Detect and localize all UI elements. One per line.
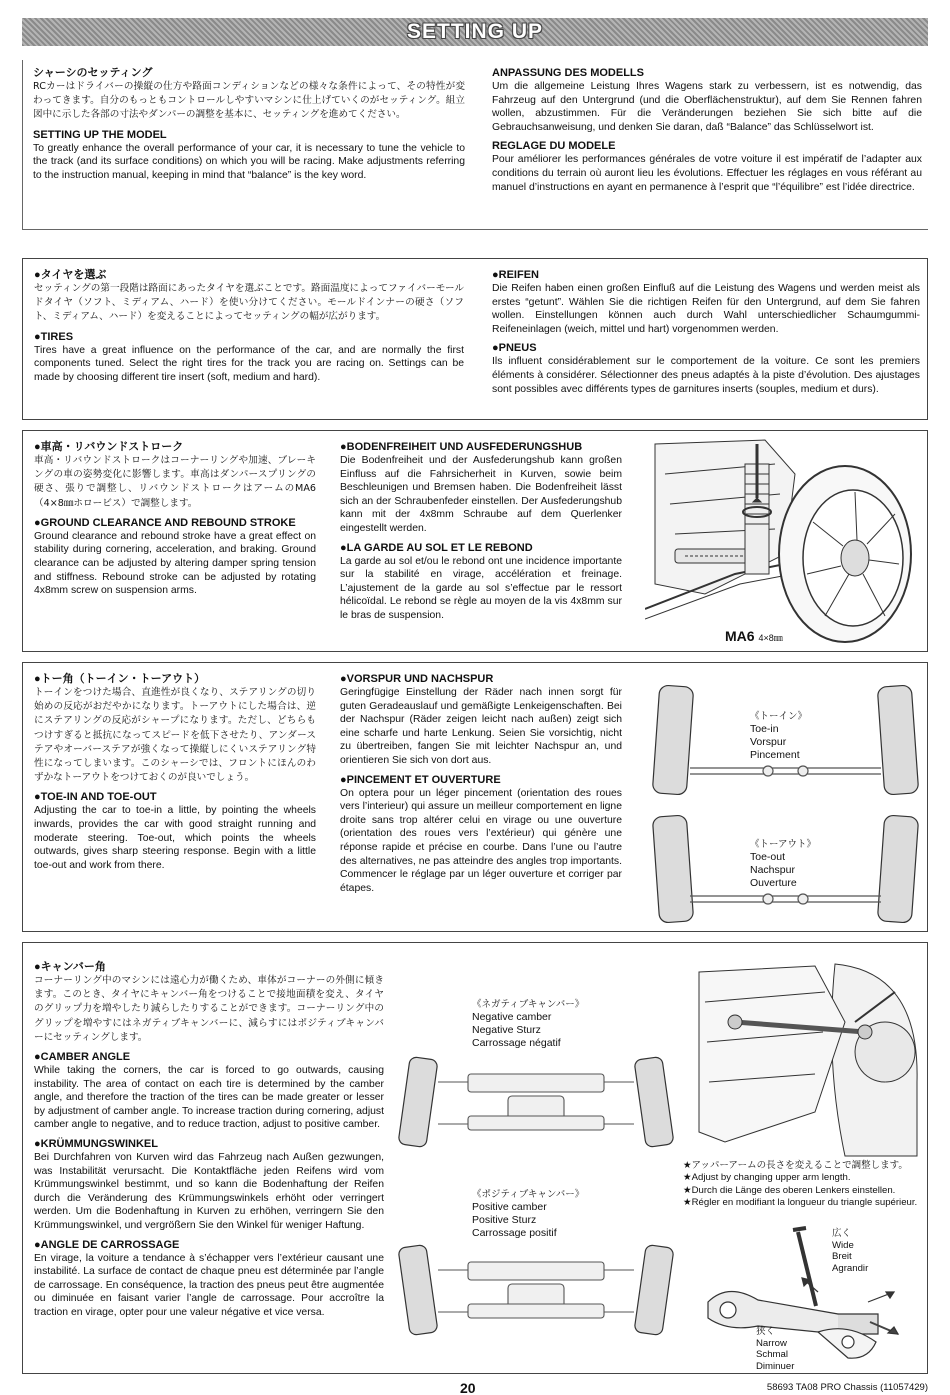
toe-de-body: Geringfügige Einstellung der Räder nach innen sorgt für guten Geradeauslauf und gemäßigte Lenkeigenschaften. Bei der Nachspur (Räder zeigen leicht nach außen) zeigt sich eine scharfe und harte Lenkung. Seien Sie vorsichtig, nicht zu übertreiben, fangen Sie mit leichter Nachspur an, und orientieren Sie sich von dort aus. [340, 687, 622, 766]
toe-out-label-jp: 《トーアウト》 [750, 839, 817, 850]
narrow-label-de: Schmal [756, 1349, 788, 1360]
camber-en-heading: ●CAMBER ANGLE [34, 1051, 131, 1064]
wide-label-fr: Agrandir [832, 1262, 869, 1274]
negative-camber-labels [472, 998, 584, 1050]
toe-jp-body: トーインをつけた場合、直進性が良くなり、ステアリングの切り始めの反応がおだやかになります。トーアウトにした場合は、逆にステアリングの反応がシャープになります。ただし、どちらもつけすぎると抵抗になってスピードを低下させたり、アンダーステアやオーバーステアが強くなって操縦しにくいステアリング特性になってしまいます。このシャーシでは、フロントにほんのわずかなトーアウトをつけておくのが良いでしょう。 [34, 687, 316, 784]
positive-camber-label-fr: Carrossage positif [472, 1227, 557, 1239]
camber-jp-heading: ●キャンバー角 [34, 961, 106, 973]
toe-middle [340, 672, 622, 895]
negative-camber-label-jp: 《ネガティブキャンバー》 [472, 999, 585, 1010]
upper-arm-note-de: ★Durch die Länge des oberen Lenkers einstellen. [683, 1184, 896, 1196]
intro-en-body: To greatly enhance the overall performance of your car, it is necessary to tune the vehicle to the track (and its surface conditions) on which you will be racing. Make adjustments referring to the instruction manual, keeping in mind that “balance” is the key word. [33, 142, 465, 181]
intro-right [492, 66, 922, 194]
ground-en-heading: ●GROUND CLEARANCE AND REBOUND STROKE [34, 516, 296, 529]
toe-out-label-de: Nachspur [750, 864, 795, 876]
intro-jp-body: RCカーはドライバーの操縦の仕方や路面コンディションなどの様々な条件によって、その特性が変わってきます。自分のもっともコントロールしやすいマシンに仕上げていくのがセッティング。組立図中に示した各部の寸法やダンパーの調整を基本に、セッティングを進めてください。 [33, 81, 465, 121]
upper-arm-note-fr: ★Régler en modifiant la longueur du triangle supérieur. [683, 1197, 918, 1209]
intro-fr-heading: REGLAGE DU MODELE [492, 140, 616, 153]
intro-jp-heading: シャーシのセッティング [33, 67, 153, 79]
toe-in-label-en: Toe-in [750, 723, 779, 735]
toe-en-body: Adjusting the car to toe-in a little, by pointing the wheels inwards, provides the car with good straight running and moderate steering. Toe-out, which points the wheels outwards, gives sharp steering response. Begin with a little toe-out and work from there. [34, 805, 316, 871]
toe-in-label-de: Vorspur [750, 736, 787, 748]
ma6-suspension-figure [645, 434, 923, 648]
positive-camber-figure [398, 1240, 674, 1340]
upper-arm-figure [695, 962, 920, 1158]
camber-de-heading: ●KRÜMMUNGSWINKEL [34, 1137, 158, 1150]
tires-de-body: Die Reifen haben einen großen Einfluß auf die Leistung des Wagens und werden meist als erstes “getunt”. Wählen Sie die richtigen Reifen für den Untergrund, auf dem Sie fahren wollen. Einstellungen können auch durch Wahl unterschiedlicher Schaumgummi-Reifeneinlagen (weich, mittel und hart) vorgenommen werden. [492, 283, 920, 335]
page-title-banner [22, 18, 928, 46]
positive-camber-labels [472, 1188, 584, 1240]
tires-fr-body: Ils influent considérablement sur le comportement de la voiture. Ce sont les premiers éléments à considérer. Sélectionner des pneus adaptés à la piste d’évolution. Des ajustages sont possibles avec différents types de garnitures inserts (souples, medium et durs). [492, 356, 920, 395]
ma6-part-code: MA6 [725, 628, 755, 644]
intro-fr-body: Pour améliorer les performances générales de votre voiture il est impératif de l’adapter aux conditions du terrain où auront lieu les évolutions. Effectuer les réglages en vous référant au manuel d’instructions en ayant en permanence à l’esprit que “l’équilibre” est l’idée directrice. [492, 154, 922, 193]
camber-fr-heading: ●ANGLE DE CARROSSAGE [34, 1238, 180, 1251]
wide-labels [832, 1228, 868, 1274]
narrow-label-fr: Diminuer [756, 1360, 795, 1372]
page-number: 20 [460, 1380, 476, 1395]
camber-en-body: While taking the corners, the car is forced to go outwards, causing instability. The area of contact on each tire is determined by the camber angle, and therefore the traction of the tires can be made greater or lesser by adjustment of camber angle. To increase traction during cornering, adjust camber angle to negative, and to reduce traction, adjust to positive camber. [34, 1065, 384, 1131]
upper-arm-note-jp: ★アッパーアームの長さを変えることで調整します。 [683, 1160, 908, 1171]
camber-fr-body: En virage, la voiture a tendance à s’échapper vers l’extérieur causant une instabilité. La surface de contact de chaque pneu est déterminée par l’angle de carrossage. En conséquence, la traction des pneus peut être augmentée ou diminuée en faisant varier l’angle de carrossage. Pour accroître la traction en virage, opter pour une valeur négative et vice versa. [34, 1252, 384, 1318]
wide-label-en: Wide [832, 1239, 854, 1251]
ground-jp-heading: ●車高・リバウンドストローク [34, 441, 184, 453]
negative-camber-label-de: Negative Sturz [472, 1024, 541, 1036]
ground-middle [340, 440, 622, 623]
intro-de-body: Um die allgemeine Leistung Ihres Wagens stark zu verbessern, ist es notwendig, das Fahrzeug auf den Untergrund (und die Oberflächenstruktur), auf dem Sie Rennen fahren wollen, abzustimmen. Für die Veränderungen beziehen Sie sich bitte auf die Gebrauchsanweisung, und denken Sie daran, daß “Balance” das Schlüsselwort ist. [492, 81, 922, 133]
narrow-label-jp: 狭く [756, 1326, 776, 1337]
toe-out-label-fr: Ouverture [750, 877, 797, 889]
wide-label-jp: 広く [832, 1228, 852, 1239]
tires-en-heading: ●TIRES [34, 330, 74, 343]
positive-camber-label-de: Positive Sturz [472, 1214, 537, 1226]
tires-jp-body: セッティングの第一段階は路面にあったタイヤを選ぶことです。路面温度によってファイバーモールドタイヤ（ソフト、ミディアム、ハード）を使い分けてください。モールドインナーの硬さ（ソフト、ミディアム、ハード）を変えることによってセッティングの幅が広がります。 [34, 283, 464, 323]
toe-left [34, 672, 316, 872]
tires-right [492, 268, 920, 396]
ground-de-body: Die Bodenfreiheit und der Ausfederungshub kann großen Einfluss auf die Fahrsicherheit in Kurven, sowie beim Beschleunigen und Bremsen haben. Die Bodenfreiheit lässt sich an der Schraubenfeder einstellen. Der Ausfederungshub kann mit der 4x8mm Schraube auf dem Querlenker eingestellt werden. [340, 455, 622, 534]
negative-camber-label-fr: Carrossage négatif [472, 1037, 561, 1049]
tires-jp-heading: ●タイヤを選ぶ [34, 269, 107, 281]
toe-in-labels [750, 710, 807, 762]
ground-de-heading: ●BODENFREIHEIT UND AUSFEDERUNGSHUB [340, 441, 583, 453]
tires-de-heading: ●REIFEN [492, 269, 539, 281]
ma6-part-label [725, 630, 783, 645]
upper-arm-note-en: ★Adjust by changing upper arm length. [683, 1172, 851, 1184]
upper-arm-note [683, 1160, 923, 1210]
intro-left [33, 66, 465, 182]
negative-camber-figure [398, 1052, 674, 1152]
toe-fr-body: On optera pour un léger pincement (orientation des roues vers l’interieur) qui assure un meilleur comportement en ligne droite sans trop altérer celui en virage ou une ouverture (orientation des roues vers l’extérieur) qui génère une réponse rapide et précise en courbe. Dans l’une ou l’autre des alternatives, ne pas atteindre des angles trop importants. Commencer le réglage par un léger ouverture et corriger par étapes. [340, 787, 622, 894]
page-title: SETTING UP [406, 20, 543, 43]
tires-en-body: Tires have a great influence on the performance of the car, and are normally the first components tuned. Select the right tires for the track you are racing on. Settings can be made by choosing different tire insert (soft, medium and hard). [34, 344, 464, 383]
camber-left [34, 960, 384, 1320]
wide-label-de: Breit [832, 1251, 852, 1262]
positive-camber-label-en: Positive camber [472, 1201, 547, 1213]
toe-de-heading: ●VORSPUR UND NACHSPUR [340, 673, 494, 685]
toe-fr-heading: ●PINCEMENT ET OUVERTURE [340, 773, 501, 786]
ground-fr-body: La garde au sol et/ou le rebond ont une incidence importante sur la stabilité en virage, accélération et freinage. L’ajustement de la garde au sol s’effectue par le ressort hélicoïdal. Le rebond se règle au moyen de la vis 4x8mm sur le bras de suspension. [340, 555, 622, 621]
intro-en-heading: SETTING UP THE MODEL [33, 128, 167, 141]
ground-fr-heading: ●LA GARDE AU SOL ET LE REBOND [340, 541, 533, 554]
toe-in-label-jp: 《トーイン》 [750, 711, 808, 722]
narrow-labels [756, 1326, 794, 1372]
toe-en-heading: ●TOE-IN AND TOE-OUT [34, 791, 157, 804]
tires-fr-heading: ●PNEUS [492, 342, 537, 355]
negative-camber-label-en: Negative camber [472, 1011, 552, 1023]
product-code: 58693 TA08 PRO Chassis (11057429) [766, 1382, 928, 1393]
turnbuckle-wrench-figure [698, 1222, 922, 1370]
toe-out-labels [750, 838, 816, 890]
positive-camber-label-jp: 《ポジティブキャンバー》 [472, 1189, 585, 1200]
ground-jp-body: 車高・リバウンドストロークはコーナーリングや加速、ブレーキングの車の姿勢変化に影響します。車高はダンパースプリングの硬さ、張りで調整し、リバウンドストロークはアームのMA6（4×8㎜ホロービス）で調整します。 [34, 455, 316, 509]
ground-left [34, 440, 316, 598]
narrow-label-en: Narrow [756, 1337, 787, 1349]
intro-de-heading: ANPASSUNG DES MODELLS [492, 67, 644, 79]
toe-jp-heading: ●トー角（トーイン・トーアウト） [34, 673, 206, 685]
toe-in-label-fr: Pincement [750, 749, 800, 761]
ma6-part-size: 4×8㎜ [758, 633, 783, 643]
camber-de-body: Bei Durchfahren von Kurven wird das Fahrzeug nach Außen gezwungen, was Instabilität verursacht. Die Kontaktfläche jeden Reifens wird vom Krümmungswinkel bestimmt, und so kann die Bodenhaftung der Reifen durch die Veränderung des Krümmungswinkels erhöht oder verringert werden. Um die Bodenhaftung in Kurven zu erhöhen, verringern Sie den Krümmungswinkel, und vergrößern Sie den Winkel für weniger Haftung. [34, 1151, 384, 1231]
camber-jp-body: コーナーリング中のマシンには遠心力が働くため、車体がコーナーの外側に傾きます。このとき、タイヤにキャンバー角をつけることで接地面積を変え、タイヤのグリップ力を増やしたり減らしたりすることができます。コーナーリング中のグリップを増やすにはネガティブキャンバーに、減らすにはポジティブキャンバーにセッティングします。 [34, 975, 384, 1043]
ground-en-body: Ground clearance and rebound stroke have a great effect on stability during cornering, acceleration, and braking. Ground clearance can be adjusted by altering damper spring tension and stiffness. Rebound stroke can be adjusted by rotating 4x8mm screw on suspension arms. [34, 530, 316, 597]
tires-left [34, 268, 464, 384]
toe-out-label-en: Toe-out [750, 851, 786, 863]
